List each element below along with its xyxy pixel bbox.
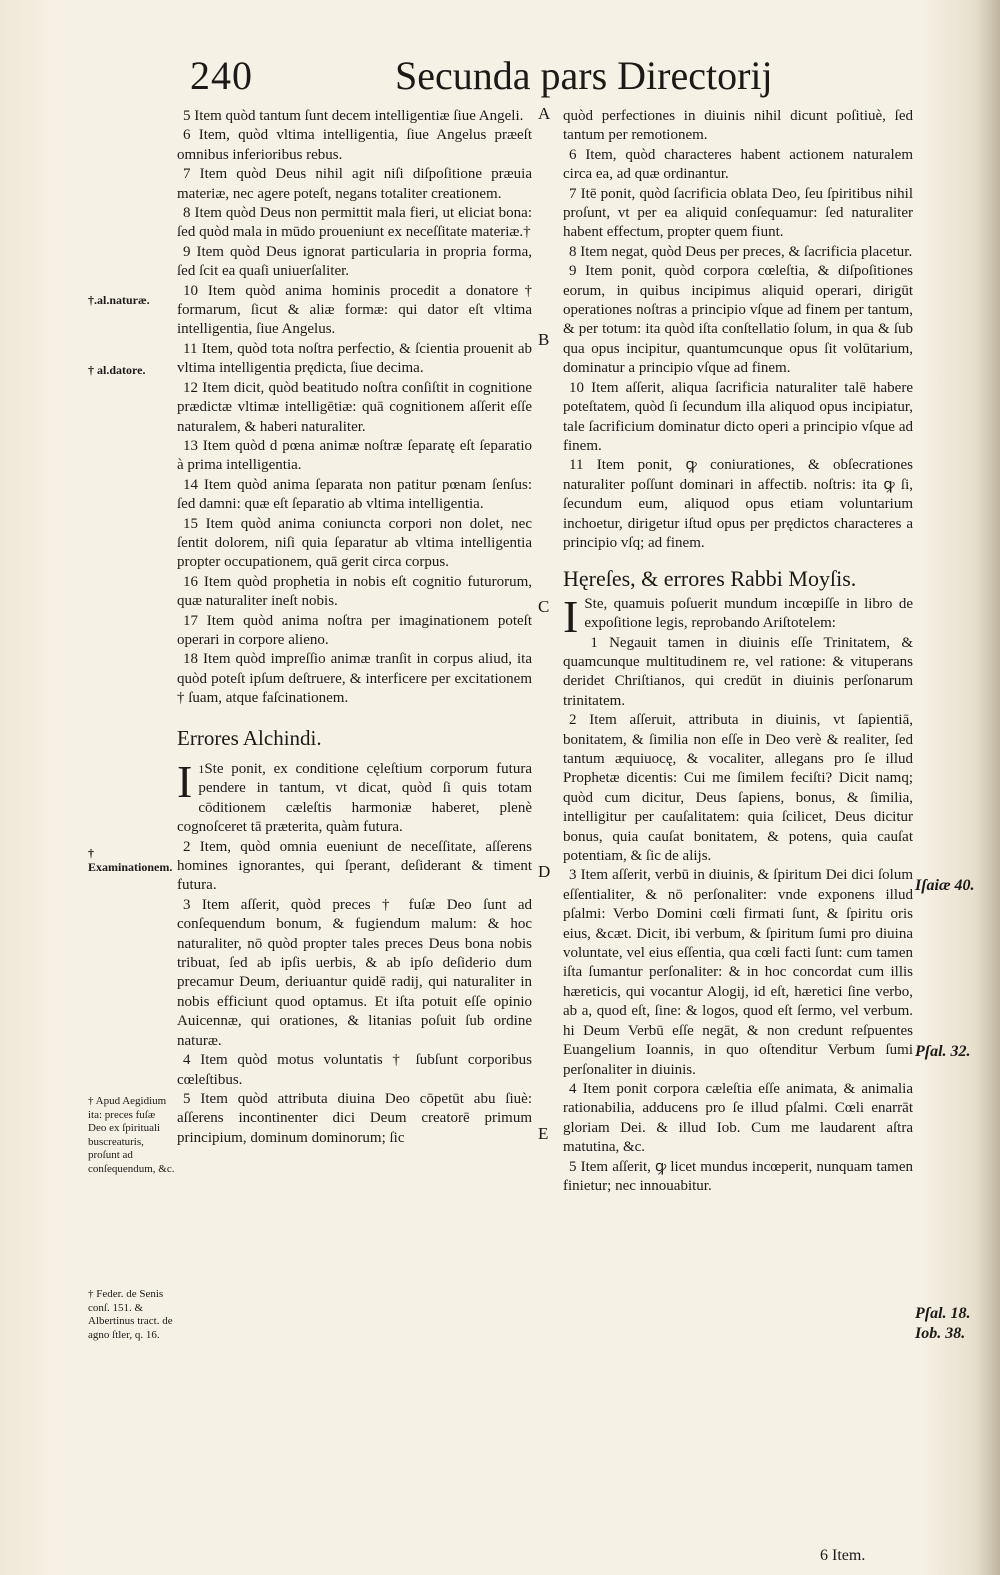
entry-number: 1 [198, 762, 205, 776]
left-entry: 2 Item, quòd omnia eueniunt de neceſſitate, aſſerens homines ignorantes, qui ſperant, deſiderant & timent futura. [177, 838, 532, 894]
left-entry: 15 Item quòd anima coniuncta corpori non dolet, nec ſentit dolorem, niſi quia ſeparatur ab vltima intelligentia propter occupationem, quā gerit circa corpus. [177, 515, 532, 571]
alchindi-first-entry [177, 756, 532, 838]
left-entry: 11 Item, quòd tota noſtra perfectio, & ſcientia prouenit ab vltima intelligentia prędicta, ſiue decima. [177, 340, 532, 377]
moysis-first-entry [563, 590, 913, 642]
left-entry: 17 Item quòd anima noſtra per imaginationem poteſt operari in corpore alieno. [177, 612, 532, 648]
right-entry: 11 Item ponit, ꝙ coniurationes, & obſecrationes naturaliter poſſunt dominari in affectib. noſtris: ita ꝙ ſi, ſecundum eum, aliquod opus etiam voluntarium inchoetur, dirigetur iſtud opus per prędictos characteres a principio vſq; ad finem. [563, 457, 913, 551]
left-entry: 8 Item quòd Deus non permittit mala fieri, ut eliciat bona: ſed quòd mala in mūdo proueniunt ex neceſſitate materiæ.† [177, 205, 532, 241]
left-entry: 5 Item quòd attributa diuina Deo cōpetūt abu ſiuè: aſſerens incontinenter dici Deum creatorē primum principium, dominum dominorum; ſic [177, 1090, 532, 1146]
right-entry: 5 Item aſſerit, ꝙ licet mundus incœperit, nunquam tamen finietur; nec innouabitur. [563, 1158, 913, 1194]
page-number: 240 [190, 53, 253, 98]
drop-initial: I [177, 756, 193, 807]
section-heading-moysis: Hęreſes, & errores Rabbi Moyſis. [563, 566, 857, 592]
left-entry: 5 Item quòd tantum ſunt decem intelligentiæ ſiue Angeli. [183, 108, 524, 124]
section-letter-a: A [538, 104, 551, 123]
section-letter-d: D [538, 862, 551, 881]
left-entry: 14 Item quòd anima ſeparata non patitur pœnam ſenſus: ſed damni: quæ eſt ſeparatio ab vltima intelligentia. [177, 476, 532, 513]
right-entry: 7 Itē ponit, quòd ſacrificia oblata Deo, ſeu ſpiritibus nihil proſunt, vt per ea aliquid conſequamur: ſed naturaliter habent effectum, propter quem fiunt. [563, 185, 913, 241]
page-header [190, 52, 810, 102]
right-entry: 9 Item ponit, quòd corpora cœleſtia, & diſpoſitiones eorum, in quibus incipimus aliquid operari, dirigūt operationes noſtras a principio vſque ad finem per tantum, & per totum: ita quòd iſta conſtellatio ſolum, in qua & ſub qua opus incipitur, quantumcunque opus ſit volūtarium, dominatur a principio vſque ad finem. [563, 263, 913, 377]
entry-text: Ste ponit, ex conditione cęleſtium corporum futura pendere in tantum, vt dicat, quòd ſi quis totam cōditionem cæleſtis harmoniæ haberet, plenè cognoſceret tā præterita, quàm futura. [177, 761, 532, 836]
drop-initial: I [563, 590, 579, 642]
left-entry: 3 Item aſſerit, quòd preces † fuſæ Deo ſunt ad conſequendum bonum, & fugiendum malum: & hoc naturaliter, nō quòd propter tales preces Deus bona nobis tribuat, ſed ab ipſis uerbis, & ab ipſo deſiderio dum precamur Deum, deriuantur quidē radij, qui naturaliter in nobis efficiunt quod optamus. Et iſta potuit eſſe opinio Auicennæ, qui orationes, & litanias poſuit ſub ordine naturæ. [177, 896, 532, 1049]
margin-note: † Examinationem. [88, 846, 173, 874]
right-entry: 6 Item, quòd characteres habent actionem naturalem circa ea, ad quæ ordinantur. [563, 146, 913, 183]
right-entry: 10 Item aſſerit, aliqua ſacrificia naturaliter talē habere poteſtatem, quòd ſi ſecundum illa aliquod opus incipiatur, tale ſacrificium dominatur dicto operi a principio vſque ad finem. [563, 379, 913, 454]
left-entry: 18 Item quòd impreſſio animæ tranſit in corpus aliud, ita quòd poteſt ipſum deſtruere, & interficere per excitationem † ſuam, atque faſcinationem. [177, 651, 532, 707]
running-title: Secunda pars Directorij [395, 53, 773, 98]
page-edge-shadow [975, 0, 1000, 1575]
left-entry: 6 Item, quòd vltima intelligentia, ſiue Angelus præeſt omnibus inferioribus rebus. [177, 127, 532, 163]
left-entry: 12 Item dicit, quòd beatitudo noſtra conſiſtit in cognitione prædictæ vltimæ intelligētiæ: quā cognitionem aſſerit eſſe naturalem, & haberi naturaliter. [177, 379, 532, 435]
left-entry: 9 Item quòd Deus ignorat particularia in propria forma, ſed ſcit ea quaſi uniuerſaliter. [177, 243, 532, 280]
right-entry: 2 Item aſſeruit, attributa in diuinis, vt ſapientiā, bonitatem, & ſimilia non eſſe in Deo verè & realiter, ſed tantum æquiuocę, & vocaliter, allegans pro ſe illud Prophetæ dicentis: Cui me ſimilem feciſti? Dicit namq; quòd cum dicitur, Deus ſapiens, bonus, & ſimilia, intelligitur per cauſalitatem: quia ſcilicet, Deus dicitur bonus, quia cauſat bonitatem, & potens, quia cauſat potentiam, & ſic de alijs. [563, 712, 913, 865]
entry-text: Ste, quamuis poſuerit mundum incœpiſſe in libro de expoſitione legis, reprobando Ariſtotelem: [584, 595, 913, 632]
right-entry: 1 Negauit tamen in diuinis eſſe Trinitatem, & quamcunque multitudinem re, vel ratione: & vituperans deridet Chriſtianos, qui credūt in diuinis perſonarum trinitatem. [563, 634, 913, 709]
right-entry: 3 Item aſſerit, verbū in diuinis, & ſpiritum Dei dici ſolum eſſentialiter, & nō perſonaliter: vnde exponens illud pſalmi: Verbo Domini cœli firmati ſunt, & ſpiritu oris eius, &cæt. Dicit, ibi verbum, & ſpiritum ſumi pro diuina voluntate, vel eius eſſentia, qua cœli facti ſunt: cum tamen iſta ſumantur perſonaliter: & in hoc concordat cum illis hæreticis, qui vocantur Alogij, id eſt, hæretici ſine verbo, ab a, quod eſt, ſine: & logos, quod eſt ſermo, vel verbum. hi Deum Verbū eſſe negāt, & non credunt reſpuentes Euangelium Ioannis, in quo oſtenditur Verbum ſumi perſonaliter in diuinis. [563, 867, 913, 1078]
left-column [177, 107, 532, 1148]
right-entry: quòd perfectiones in diuinis nihil dicunt poſitiuè, ſed tantum per remotionem. [563, 108, 913, 144]
section-letter-b: B [538, 330, 550, 349]
margin-note: Pſal. 18. [915, 1305, 971, 1322]
right-entry: 8 Item negat, quòd Deus per preces, & ſacrificia placetur. [569, 243, 913, 260]
section-letter-e: E [538, 1124, 549, 1143]
margin-note: † Apud Aegidium ita: preces fuſæ Deo ex ſpirituali buscreaturis, proſunt ad conſequendum, &c. [88, 1095, 175, 1175]
left-entry: 4 Item quòd motus voluntatis † ſubſunt corporibus cœleſtibus. [177, 1052, 532, 1088]
margin-note: Iſaiæ 40. [915, 877, 975, 894]
left-entry: 13 Item quòd d pœna animæ noſtræ ſeparatę eſt ſeparatio à prima intelligentia. [177, 437, 532, 474]
margin-note: † al.datore. [88, 363, 146, 377]
section-heading-alchindi: Errores Alchindi. [177, 725, 322, 750]
section-letter-c: C [538, 597, 550, 616]
margin-note: †.al.naturæ. [88, 293, 150, 307]
margin-note: † Feder. de Senis conſ. 151. & Albertinus tract. de agno ſtler, q. 16. [88, 1288, 173, 1341]
left-entry: 16 Item quòd prophetia in nobis eſt cognitio futurorum, quæ naturaliter ineſt nobis. [177, 573, 532, 610]
left-entry: 10 Item quòd anima hominis procedit a donatore† formarum, ſicut & aliæ formæ: qui dator eſt vltima intelligentia, ſiue Angelus. [177, 282, 532, 338]
catchword: 6 Item. [820, 1547, 866, 1564]
right-column [563, 107, 913, 1196]
left-entry: 7 Item quòd Deus nihil agit niſi diſpoſitione præuia materiæ, nec agere poteſt, negans totaliter creationem. [177, 166, 532, 202]
margin-note: Pſal. 32. [915, 1043, 971, 1060]
margin-note: Iob. 38. [915, 1325, 966, 1342]
right-entry: 4 Item ponit corpora cæleſtia eſſe animata, & animalia rationabilia, adducens pro ſe illud pſalmi. Cœli enarrāt gloriam Dei. & illud Iob. Cum me laudarent aſtra matutina, &c. [563, 1080, 913, 1156]
